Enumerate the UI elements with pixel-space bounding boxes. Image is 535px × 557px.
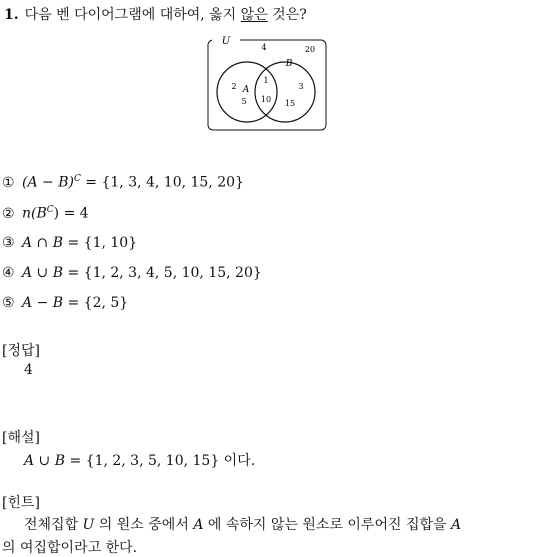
choice-expr: A ∩ B: [22, 235, 64, 251]
outside-element: 4: [261, 43, 267, 52]
hint-math: A: [193, 517, 204, 533]
only-a-element: 5: [241, 97, 247, 106]
only-b-element: 3: [298, 82, 304, 91]
hint-text: 에 속하지 않는 원소로 이루어진 집합을: [203, 517, 451, 533]
choice-rest: = {1, 3, 4, 10, 15, 20}: [80, 174, 244, 191]
only-a-element: 2: [231, 82, 237, 91]
question-title: [4, 4, 307, 24]
answer-header: [정답]: [2, 343, 40, 359]
choice-superscript: C: [46, 205, 54, 215]
explanation-rest: = {1, 2, 3, 5, 10, 15} 이다.: [65, 453, 256, 469]
set-b-circle: [255, 62, 315, 122]
question-text: 다음 벤 다이어그램에 대하여, 옳지: [24, 7, 241, 23]
choice-mark: ①: [2, 174, 15, 191]
choice-expr: A − B: [22, 295, 64, 311]
hint-math: A: [450, 517, 462, 533]
answer-value: 4: [24, 362, 33, 378]
explanation-expr: A ∪ B: [24, 453, 66, 469]
choice-expr: A ∪ B: [22, 265, 64, 281]
choice-mark: ②: [2, 205, 15, 222]
question-emphasis: 않은: [240, 7, 268, 23]
choice-rest: ) = 4: [53, 205, 89, 222]
set-a-label: A: [242, 85, 250, 95]
only-b-element: 15: [284, 99, 296, 108]
hint-math: U: [82, 517, 95, 533]
choice-rest: = {1, 2, 3, 4, 5, 10, 15, 20}: [63, 265, 262, 281]
choice-5[interactable]: [2, 295, 128, 311]
explanation-header: [해설]: [2, 430, 40, 446]
question-text-end: 것은?: [267, 7, 307, 23]
universe-label: U: [221, 36, 231, 47]
choice-3[interactable]: [2, 235, 137, 251]
choice-expr: n(B: [22, 205, 47, 222]
choice-mark: ⑤: [2, 295, 15, 311]
set-b-label: B: [285, 59, 293, 69]
intersection-element: 1: [263, 76, 269, 85]
choice-rest: = {1, 10}: [63, 235, 138, 251]
choice-rest: = {2, 5}: [63, 295, 129, 311]
choice-superscript: C: [73, 174, 81, 184]
hint-line-1: [24, 514, 461, 534]
choice-mark: ④: [2, 265, 15, 281]
explanation-text: [24, 450, 255, 470]
venn-diagram: [202, 32, 330, 134]
choice-4[interactable]: [2, 265, 262, 281]
hint-text: 의 원소 중에서: [94, 517, 194, 533]
intersection-element: 10: [260, 95, 272, 104]
hint-header: [힌트]: [2, 495, 40, 511]
choice-expr: (A − B): [22, 174, 74, 191]
outside-element: 20: [304, 45, 316, 54]
choice-1[interactable]: [2, 174, 244, 191]
choice-2[interactable]: [2, 205, 89, 222]
question-number: 1.: [4, 7, 19, 23]
hint-line-2: 의 여집합이라고 한다.: [2, 540, 138, 556]
choice-mark: ③: [2, 235, 15, 251]
hint-text: 전체집합: [24, 517, 83, 533]
